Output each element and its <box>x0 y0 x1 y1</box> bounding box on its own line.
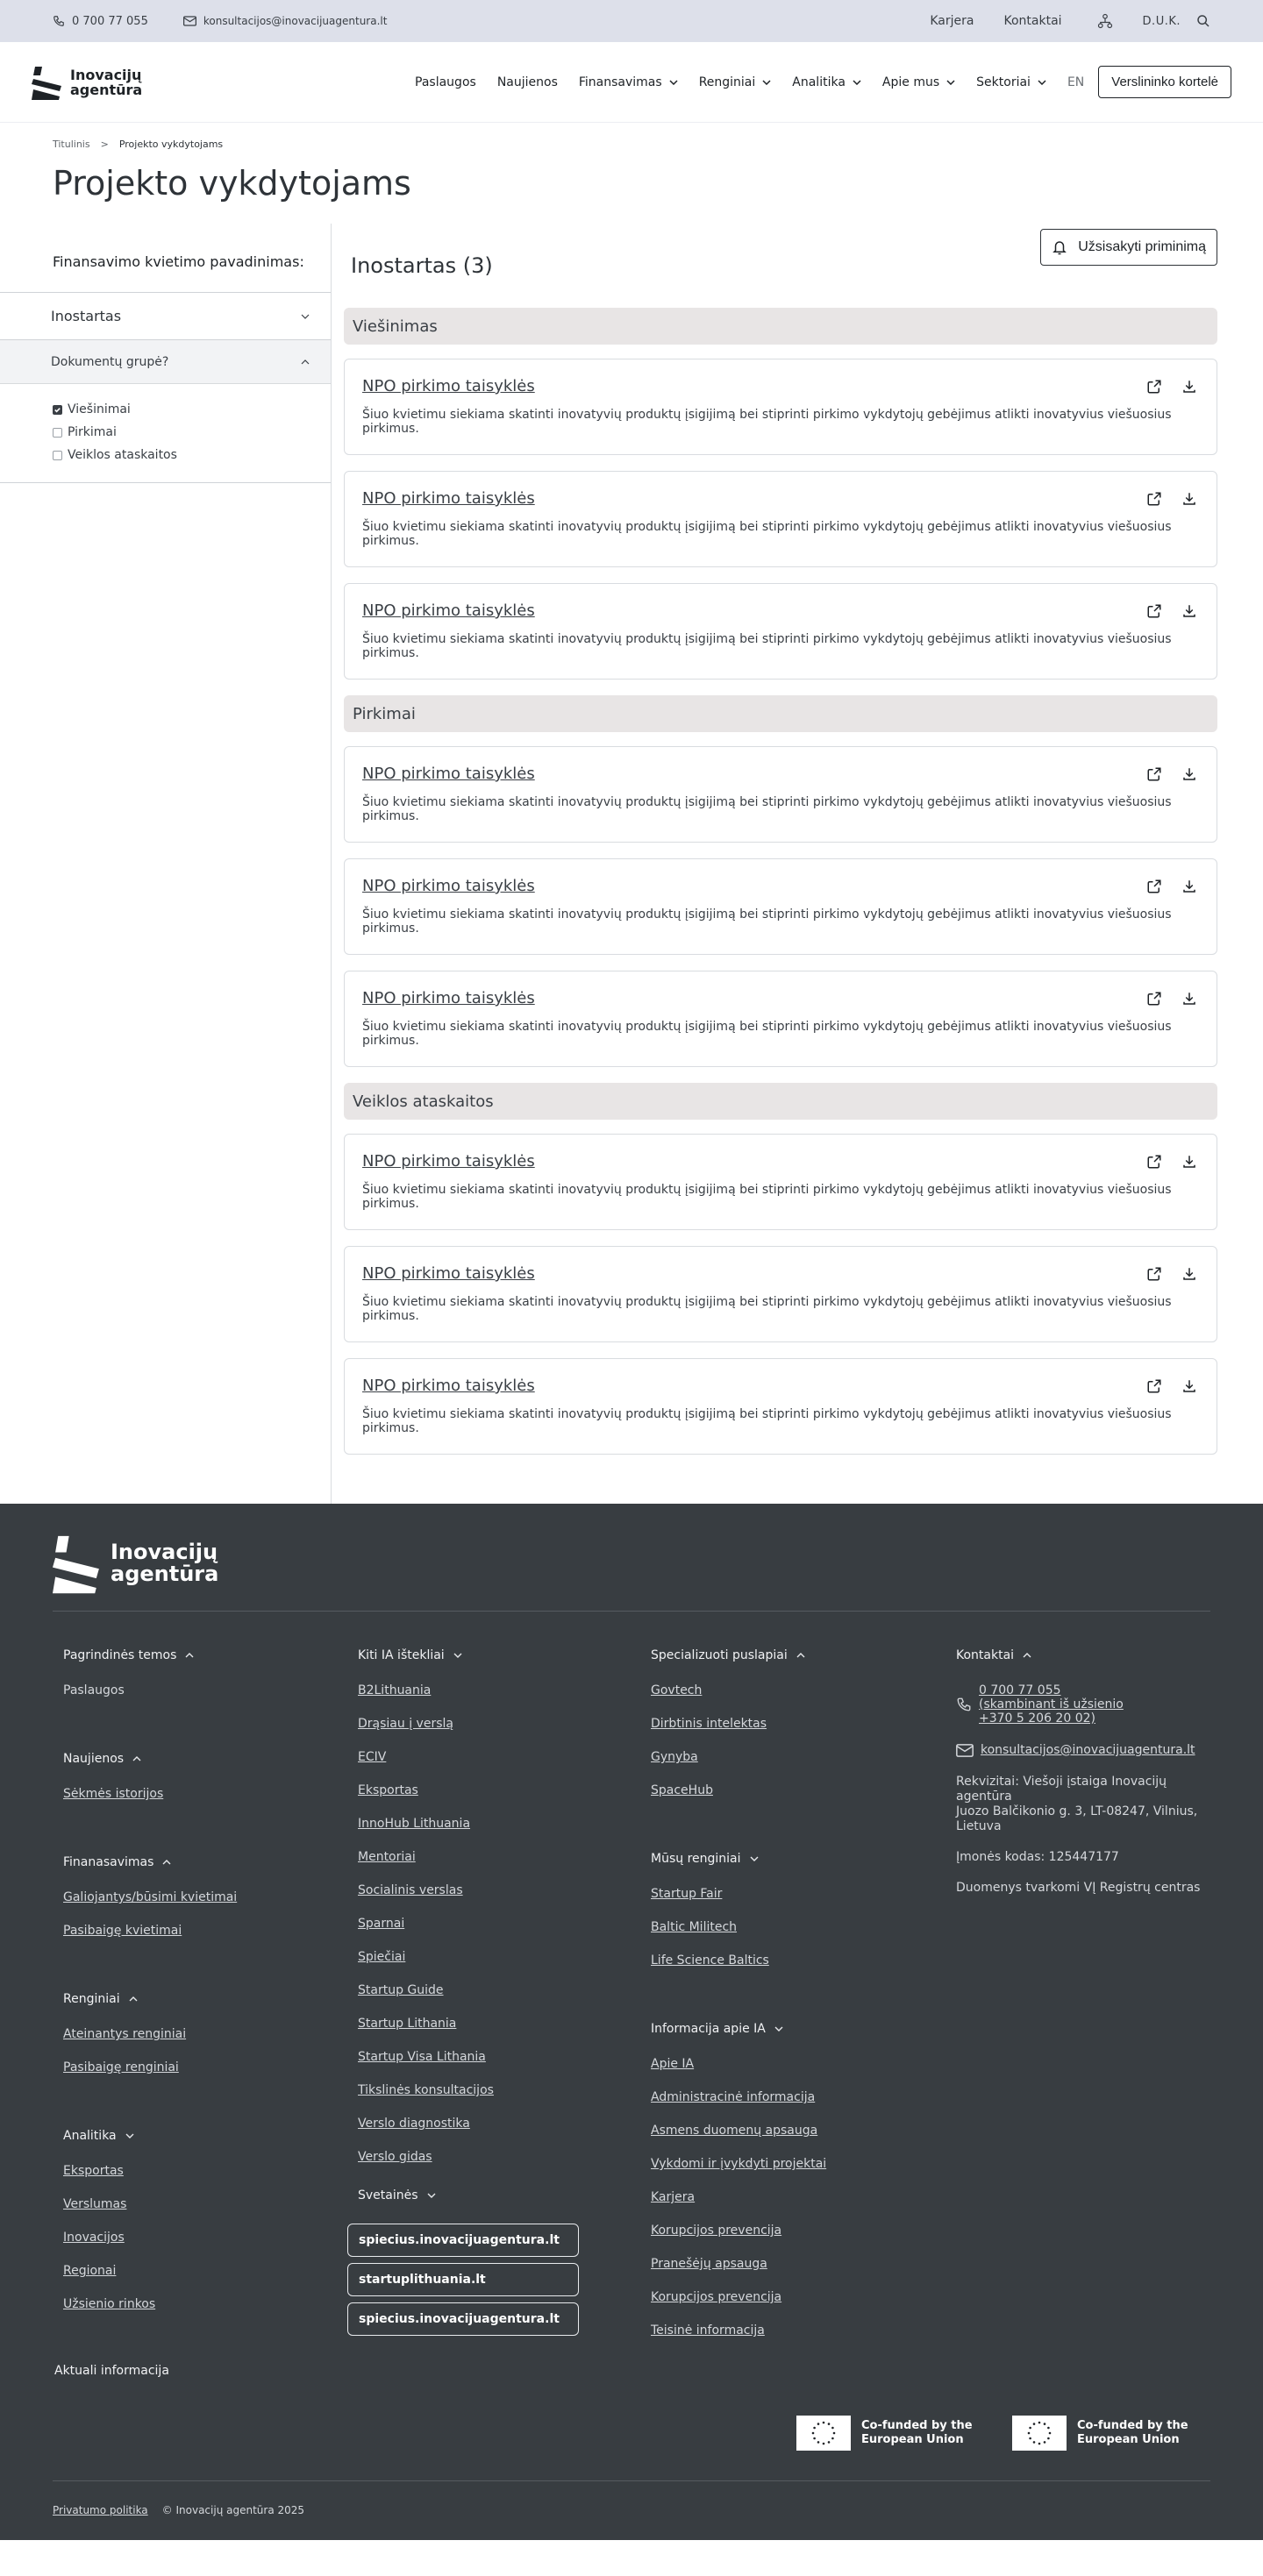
checkbox-label: Viešinimai <box>68 402 131 416</box>
chevron-down-icon <box>453 1653 462 1658</box>
footer-link[interactable]: Pasibaigę renginiai <box>63 2060 179 2074</box>
footer-heading-label: Kontaktai <box>956 1648 1015 1662</box>
footer-heading-label: Kiti IA ištekliai <box>358 1648 445 1662</box>
footer-column-special-pages <box>651 1647 956 2397</box>
chevron-down-icon <box>301 314 310 319</box>
nav-item-label: Sektoriai <box>976 75 1031 89</box>
download-icon[interactable] <box>1181 879 1197 894</box>
footer-spacer <box>63 1957 358 1990</box>
chevron-up-icon <box>185 1653 194 1658</box>
eu-badge-text: Co-funded by the European Union <box>861 2419 973 2446</box>
footer-heading-label: Analitika <box>63 2129 117 2143</box>
section-label: Viešinimas <box>344 308 1217 345</box>
footer-phone-line: 0 700 77 055 <box>979 1683 1061 1697</box>
document-title-link[interactable]: NPO pirkimo taisyklės <box>362 601 535 620</box>
document-card <box>344 971 1217 1067</box>
breadcrumb-separator: > <box>100 139 109 150</box>
privacy-policy-link[interactable]: Privatumo politika <box>53 2504 148 2516</box>
document-card <box>344 1134 1217 1230</box>
document-description: Šiuo kvietimu siekiama skatinti inovatyvių produktų įsigijimą bei stiprinti pirkimo vykdytojų gebėjimus atlikti inovatyvius viešuosius pirkimus. <box>362 520 1172 548</box>
footer-link[interactable]: Gynyba <box>651 1750 698 1764</box>
footer-phone-lines <box>979 1683 1124 1726</box>
email-text: konsultacijos@inovacijuagentura.lt <box>203 15 388 27</box>
email-link[interactable] <box>183 15 388 27</box>
download-icon[interactable] <box>1181 379 1197 395</box>
mail-icon <box>183 16 196 26</box>
eu-badge <box>1012 2416 1200 2451</box>
nav-item-label: Renginiai <box>698 75 756 89</box>
checkbox-label: Veiklos ataskaitos <box>68 448 177 462</box>
footer-spacer <box>63 1820 358 1854</box>
document-actions <box>1146 1378 1197 1394</box>
document-group-options <box>0 384 331 483</box>
call-select-value: Inostartas <box>51 308 122 324</box>
footer-logo[interactable] <box>53 1532 1210 1595</box>
document-card <box>344 359 1217 455</box>
chevron-down-icon <box>946 80 955 85</box>
content-title: Inostartas (3) <box>351 253 493 278</box>
external-link-icon[interactable] <box>1146 879 1162 894</box>
external-link-icon[interactable] <box>1146 991 1162 1007</box>
footer-link[interactable]: Pasibaigę kvietimai <box>63 1924 182 1938</box>
footer-link[interactable]: Startup Visa Lithania <box>358 2050 486 2064</box>
requisites-line: Juozo Balčikonio g. 3, LT-08247, Vilnius, Lietuva <box>956 1804 1198 1833</box>
checkbox-pirkimai[interactable] <box>53 421 331 444</box>
footer-link[interactable]: Korupcijos prevencija <box>651 2224 782 2238</box>
bell-icon <box>1052 238 1067 256</box>
nav-item-label: Paslaugos <box>415 75 476 89</box>
footer-link[interactable]: ECIV <box>358 1750 387 1764</box>
footer-link[interactable]: Asmens duomenų apsauga <box>651 2124 818 2138</box>
footer-heading[interactable] <box>63 2127 358 2145</box>
document-sections <box>344 308 1217 1455</box>
download-icon[interactable] <box>1181 1154 1197 1170</box>
chevron-down-icon <box>125 2133 134 2138</box>
nav-item-label: Naujienos <box>496 75 558 89</box>
footer-bottom <box>53 2480 1210 2516</box>
footer-link[interactable]: Ateinantys renginiai <box>63 2027 187 2041</box>
phone-icon <box>53 15 65 27</box>
call-select[interactable] <box>0 293 331 340</box>
chevron-up-icon <box>162 1860 171 1865</box>
section-label: Veiklos ataskaitos <box>344 1083 1217 1120</box>
footer-link[interactable]: Startup Lithania <box>358 2017 457 2031</box>
checkbox-checked-icon <box>53 405 62 415</box>
footer-link[interactable]: Govtech <box>651 1683 703 1697</box>
chevron-down-icon <box>762 80 771 85</box>
footer-link[interactable]: Teisinė informacija <box>651 2323 765 2338</box>
nav-item-services[interactable] <box>415 75 476 89</box>
footer-link[interactable]: Galiojantys/būsimi kvietimai <box>63 1890 238 1904</box>
footer-columns <box>53 1647 1210 2397</box>
footer <box>0 1504 1263 2540</box>
document-description: Šiuo kvietimu siekiama skatinti inovatyvių produktų įsigijimą bei stiprinti pirkimo vykdytojų gebėjimus atlikti inovatyvius viešuosius pirkimus. <box>362 1295 1172 1323</box>
document-actions <box>1146 1266 1197 1282</box>
external-link-icon[interactable] <box>1146 379 1162 395</box>
footer-heading-label: Informacija apie IA <box>651 2022 766 2036</box>
logo-mark-icon <box>53 1533 102 1594</box>
topbar-link-contacts[interactable]: Kontaktai <box>1003 14 1062 28</box>
nav-item-label: Analitika <box>792 75 846 89</box>
logo-wordmark <box>70 68 142 97</box>
chevron-down-icon <box>853 80 861 85</box>
logo[interactable] <box>32 65 142 100</box>
footer-link[interactable]: Dirbtinis intelektas <box>651 1717 767 1731</box>
nav-item-funding[interactable] <box>579 75 678 89</box>
document-card <box>344 746 1217 843</box>
faq-link[interactable]: D.U.K. <box>1142 14 1181 28</box>
document-actions <box>1146 766 1197 782</box>
checkbox-empty-icon <box>53 428 62 438</box>
footer-spacer <box>63 1717 358 1750</box>
footer-link[interactable]: Tikslinės konsultacijos <box>358 2083 494 2097</box>
external-link-icon[interactable] <box>1146 766 1162 782</box>
site-button[interactable]: startuplithuania.lt <box>347 2263 579 2296</box>
footer-heading-label: Svetainės <box>358 2188 418 2202</box>
footer-phone-line: +370 5 206 20 02) <box>979 1711 1095 1726</box>
document-actions <box>1146 379 1197 395</box>
footer-registry: Duomenys tvarkomi VĮ Registrų centras <box>956 1881 1201 1895</box>
footer-spacer <box>63 2330 358 2364</box>
document-title-link[interactable]: NPO pirkimo taisyklės <box>362 489 535 508</box>
chevron-down-icon <box>669 80 678 85</box>
nav-item-sectors[interactable] <box>976 75 1046 89</box>
main-area <box>0 224 1263 1504</box>
current-information-link[interactable]: Aktuali informacija <box>54 2364 169 2378</box>
footer-link[interactable]: Mentoriai <box>358 1850 416 1864</box>
breadcrumb-home[interactable]: Titulinis <box>53 139 90 150</box>
nav-item-label: Apie mus <box>881 75 940 89</box>
footer-link[interactable]: Eksportas <box>358 1783 418 1797</box>
footer-link[interactable]: InnoHub Lithuania <box>358 1817 471 1831</box>
footer-email-link[interactable] <box>956 1743 1210 1757</box>
footer-divider <box>53 1611 1210 1612</box>
chevron-up-icon <box>796 1653 805 1658</box>
phone-link[interactable] <box>53 15 148 28</box>
footer-link[interactable]: Vykdomi ir įvykdyti projektai <box>651 2157 827 2171</box>
footer-heading-sites[interactable] <box>358 2187 651 2204</box>
chevron-down-icon <box>1038 80 1046 85</box>
document-description: Šiuo kvietimu siekiama skatinti inovatyvių produktų įsigijimą bei stiprinti pirkimo vykdytojų gebėjimus atlikti inovatyvius viešuosius pirkimus. <box>362 408 1172 436</box>
subscribe-reminder-button[interactable] <box>1040 229 1217 266</box>
eu-badge-text: Co-funded by the European Union <box>1077 2419 1188 2446</box>
document-actions <box>1146 603 1197 619</box>
footer-heading-label: Mūsų renginiai <box>651 1852 741 1866</box>
chevron-up-icon <box>132 1756 141 1761</box>
document-card <box>344 1246 1217 1342</box>
footer-link[interactable]: B2Lithuania <box>358 1683 432 1697</box>
footer-link[interactable]: Korupcijos prevencija <box>651 2290 782 2304</box>
footer-heading-resources[interactable] <box>358 1647 651 1664</box>
footer-spacer <box>651 1817 956 1850</box>
document-card <box>344 471 1217 567</box>
sitemap-icon[interactable] <box>1097 13 1113 29</box>
document-title-link[interactable]: NPO pirkimo taisyklės <box>362 989 535 1007</box>
business-card-button[interactable]: Verslininko kortelė <box>1098 66 1231 98</box>
footer-link[interactable]: Verslo diagnostika <box>358 2117 470 2131</box>
footer-link[interactable]: SpaceHub <box>651 1783 713 1797</box>
download-icon[interactable] <box>1181 603 1197 619</box>
footer-phone-line: (skambinant iš užsienio <box>979 1697 1124 1711</box>
chevron-down-icon <box>774 2026 783 2032</box>
footer-link[interactable]: Baltic Militech <box>651 1920 738 1934</box>
checkbox-empty-icon <box>53 451 62 460</box>
document-actions <box>1146 879 1197 894</box>
document-title-link[interactable]: NPO pirkimo taisyklės <box>362 377 535 395</box>
external-link-icon[interactable] <box>1146 603 1162 619</box>
footer-heading-label: Specializuoti puslapiai <box>651 1648 788 1662</box>
search-icon[interactable] <box>1196 14 1210 28</box>
site-button[interactable]: spiecius.inovacijuagentura.lt <box>347 2224 579 2257</box>
external-link-icon[interactable] <box>1146 1378 1162 1394</box>
mail-icon <box>956 1744 974 1757</box>
footer-email: konsultacijos@inovacijuagentura.lt <box>981 1743 1195 1757</box>
footer-link[interactable]: Užsienio rinkos <box>63 2297 156 2311</box>
chevron-up-icon <box>301 359 310 365</box>
footer-company-code: Įmonės kodas: 125447177 <box>956 1850 1119 1864</box>
logo-mark-icon <box>32 65 63 100</box>
footer-link[interactable]: Startup Guide <box>358 1983 444 1997</box>
footer-link[interactable]: Apie IA <box>651 2057 695 2071</box>
checkbox-label: Pirkimai <box>68 425 117 439</box>
footer-phone-link[interactable] <box>956 1683 1210 1726</box>
phone-text: 0 700 77 055 <box>72 14 148 28</box>
top-bar <box>0 0 1263 42</box>
footer-heading[interactable] <box>63 1647 358 1664</box>
chevron-up-icon <box>129 1996 138 2002</box>
page-title: Projekto vykdytojams <box>53 164 411 203</box>
footer-heading[interactable] <box>651 1850 956 1868</box>
footer-link[interactable]: Administracinė informacija <box>651 2090 816 2104</box>
document-description: Šiuo kvietimu siekiama skatinti inovatyvių produktų įsigijimą bei stiprinti pirkimo vykdytojų gebėjimus atlikti inovatyvius viešuosius pirkimus. <box>362 795 1172 823</box>
filter-sidebar <box>0 224 332 1504</box>
footer-link[interactable]: Pranešėjų apsauga <box>651 2257 767 2271</box>
main-nav <box>394 66 1231 98</box>
document-card <box>344 583 1217 680</box>
eu-badge <box>796 2416 984 2451</box>
footer-heading[interactable] <box>63 1854 358 1871</box>
subscribe-reminder-label: Užsisakyti priminimą <box>1078 239 1206 254</box>
footer-link[interactable]: Paslaugos <box>63 1683 125 1697</box>
requisites-line: Rekvizitai: Viešoji įstaiga Inovacijų agentūra <box>956 1775 1167 1804</box>
site-button[interactable]: spiecius.inovacijuagentura.lt <box>347 2302 579 2336</box>
content-header <box>344 224 1217 297</box>
download-icon[interactable] <box>1181 766 1197 782</box>
footer-column-resources <box>358 1647 651 2397</box>
document-description: Šiuo kvietimu siekiama skatinti inovatyvių produktų įsigijimą bei stiprinti pirkimo vykdytojų gebėjimus atlikti inovatyvius viešuosius pirkimus. <box>362 632 1172 660</box>
logo-line-2: agentūra <box>70 81 143 98</box>
footer-requisites <box>956 1775 1210 1834</box>
footer-link[interactable]: Karjera <box>651 2190 696 2204</box>
footer-heading-label: Finanasavimas <box>63 1855 154 1869</box>
footer-link[interactable]: Life Science Baltics <box>651 1953 769 1968</box>
external-link-icon[interactable] <box>1146 1154 1162 1170</box>
logo-line-2: agentūra <box>111 1562 219 1586</box>
document-group-label: Dokumentų grupė? <box>51 354 169 369</box>
nav-item-analytics[interactable] <box>792 75 861 89</box>
nav-item-events[interactable] <box>699 75 772 89</box>
copyright: © Inovacijų agentūra 2025 <box>161 2504 305 2516</box>
document-description: Šiuo kvietimu siekiama skatinti inovatyvių produktų įsigijimą bei stiprinti pirkimo vykdytojų gebėjimus atlikti inovatyvius viešuosius pirkimus. <box>362 1020 1172 1048</box>
documents-content <box>332 224 1263 1504</box>
footer-email-wrap <box>981 1743 1195 1757</box>
checkbox-veiklos-ataskaitos[interactable] <box>53 444 331 466</box>
footer-heading[interactable] <box>651 1647 956 1664</box>
document-actions <box>1146 491 1197 507</box>
logo-line-1: Inovacijų <box>111 1540 218 1564</box>
document-title-link[interactable]: NPO pirkimo taisyklės <box>362 877 535 895</box>
footer-link[interactable]: Regionai <box>63 2264 117 2278</box>
footer-link[interactable]: Startup Fair <box>651 1887 723 1901</box>
download-icon[interactable] <box>1181 1266 1197 1282</box>
document-actions <box>1146 1154 1197 1170</box>
nav-item-news[interactable] <box>497 75 558 89</box>
footer-heading-label: Renginiai <box>63 1992 120 2006</box>
nav-item-about[interactable] <box>882 75 955 89</box>
document-description: Šiuo kvietimu siekiama skatinti inovatyvių produktų įsigijimą bei stiprinti pirkimo vykdytojų gebėjimus atlikti inovatyvius viešuosius pirkimus. <box>362 1183 1172 1211</box>
footer-link[interactable]: Eksportas <box>63 2164 124 2178</box>
footer-link[interactable]: Verslo gidas <box>358 2150 432 2164</box>
chevron-up-icon <box>1023 1653 1031 1658</box>
chevron-down-icon <box>427 2193 436 2198</box>
footer-heading-contacts[interactable] <box>956 1647 1210 1664</box>
topbar-link-career[interactable]: Karjera <box>930 14 974 28</box>
document-group-toggle[interactable] <box>0 340 331 384</box>
footer-link[interactable]: Sėkmės istorijos <box>63 1787 164 1801</box>
footer-link[interactable]: Inovacijos <box>63 2231 125 2245</box>
external-link-icon[interactable] <box>1146 491 1162 507</box>
footer-link[interactable]: Spiečiai <box>358 1950 406 1964</box>
eu-flag-icon <box>796 2416 851 2451</box>
document-description: Šiuo kvietimu siekiama skatinti inovatyvių produktų įsigijimą bei stiprinti pirkimo vykdytojų gebėjimus atlikti inovatyvius viešuosius pirkimus. <box>362 907 1172 936</box>
phone-icon <box>956 1683 972 1726</box>
footer-link[interactable]: Sparnai <box>358 1917 405 1931</box>
section-label: Pirkimai <box>344 695 1217 732</box>
main-header <box>0 42 1263 123</box>
footer-spacer <box>651 2357 956 2390</box>
footer-heading[interactable] <box>63 1750 358 1768</box>
download-icon[interactable] <box>1181 491 1197 507</box>
breadcrumb-current: Projekto vykdytojams <box>118 139 224 150</box>
document-title-link[interactable]: NPO pirkimo taisyklės <box>362 765 535 783</box>
document-title-link[interactable]: NPO pirkimo taisyklės <box>362 1377 535 1395</box>
filter-heading: Finansavimo kvietimo pavadinimas: <box>0 246 331 293</box>
document-title-link[interactable]: NPO pirkimo taisyklės <box>362 1152 535 1171</box>
footer-heading-label: Pagrindinės temos <box>63 1648 177 1662</box>
download-icon[interactable] <box>1181 1378 1197 1394</box>
footer-heading-label: Naujienos <box>63 1752 125 1766</box>
footer-link[interactable]: Socialinis verslas <box>358 1883 463 1897</box>
footer-link[interactable]: Verslumas <box>63 2197 127 2211</box>
footer-spacer <box>63 2094 358 2127</box>
eu-funding-badges <box>796 2416 1200 2451</box>
footer-column-contacts <box>956 1647 1210 2397</box>
chevron-down-icon <box>750 1856 759 1861</box>
document-actions <box>1146 991 1197 1007</box>
eu-flag-icon <box>1012 2416 1067 2451</box>
footer-heading[interactable] <box>651 2020 956 2038</box>
download-icon[interactable] <box>1181 991 1197 1007</box>
document-title-link[interactable]: NPO pirkimo taisyklės <box>362 1264 535 1283</box>
breadcrumb <box>0 123 1263 150</box>
footer-heading[interactable] <box>63 1990 358 2008</box>
language-switch[interactable]: EN <box>1067 75 1085 89</box>
nav-item-label: Finansavimas <box>578 75 662 89</box>
document-description: Šiuo kvietimu siekiama skatinti inovatyvių produktų įsigijimą bei stiprinti pirkimo vykdytojų gebėjimus atlikti inovatyvius viešuosius pirkimus. <box>362 1407 1172 1435</box>
checkbox-viesinimai[interactable] <box>53 398 331 421</box>
footer-column-main-topics <box>53 1647 358 2397</box>
external-link-icon[interactable] <box>1146 1266 1162 1282</box>
logo-line-1: Inovacijų <box>70 66 142 83</box>
footer-logo-wordmark <box>111 1541 218 1585</box>
footer-spacer <box>651 1987 956 2020</box>
document-card <box>344 1358 1217 1455</box>
document-card <box>344 858 1217 955</box>
footer-link[interactable]: Drąsiau į verslą <box>358 1717 453 1731</box>
